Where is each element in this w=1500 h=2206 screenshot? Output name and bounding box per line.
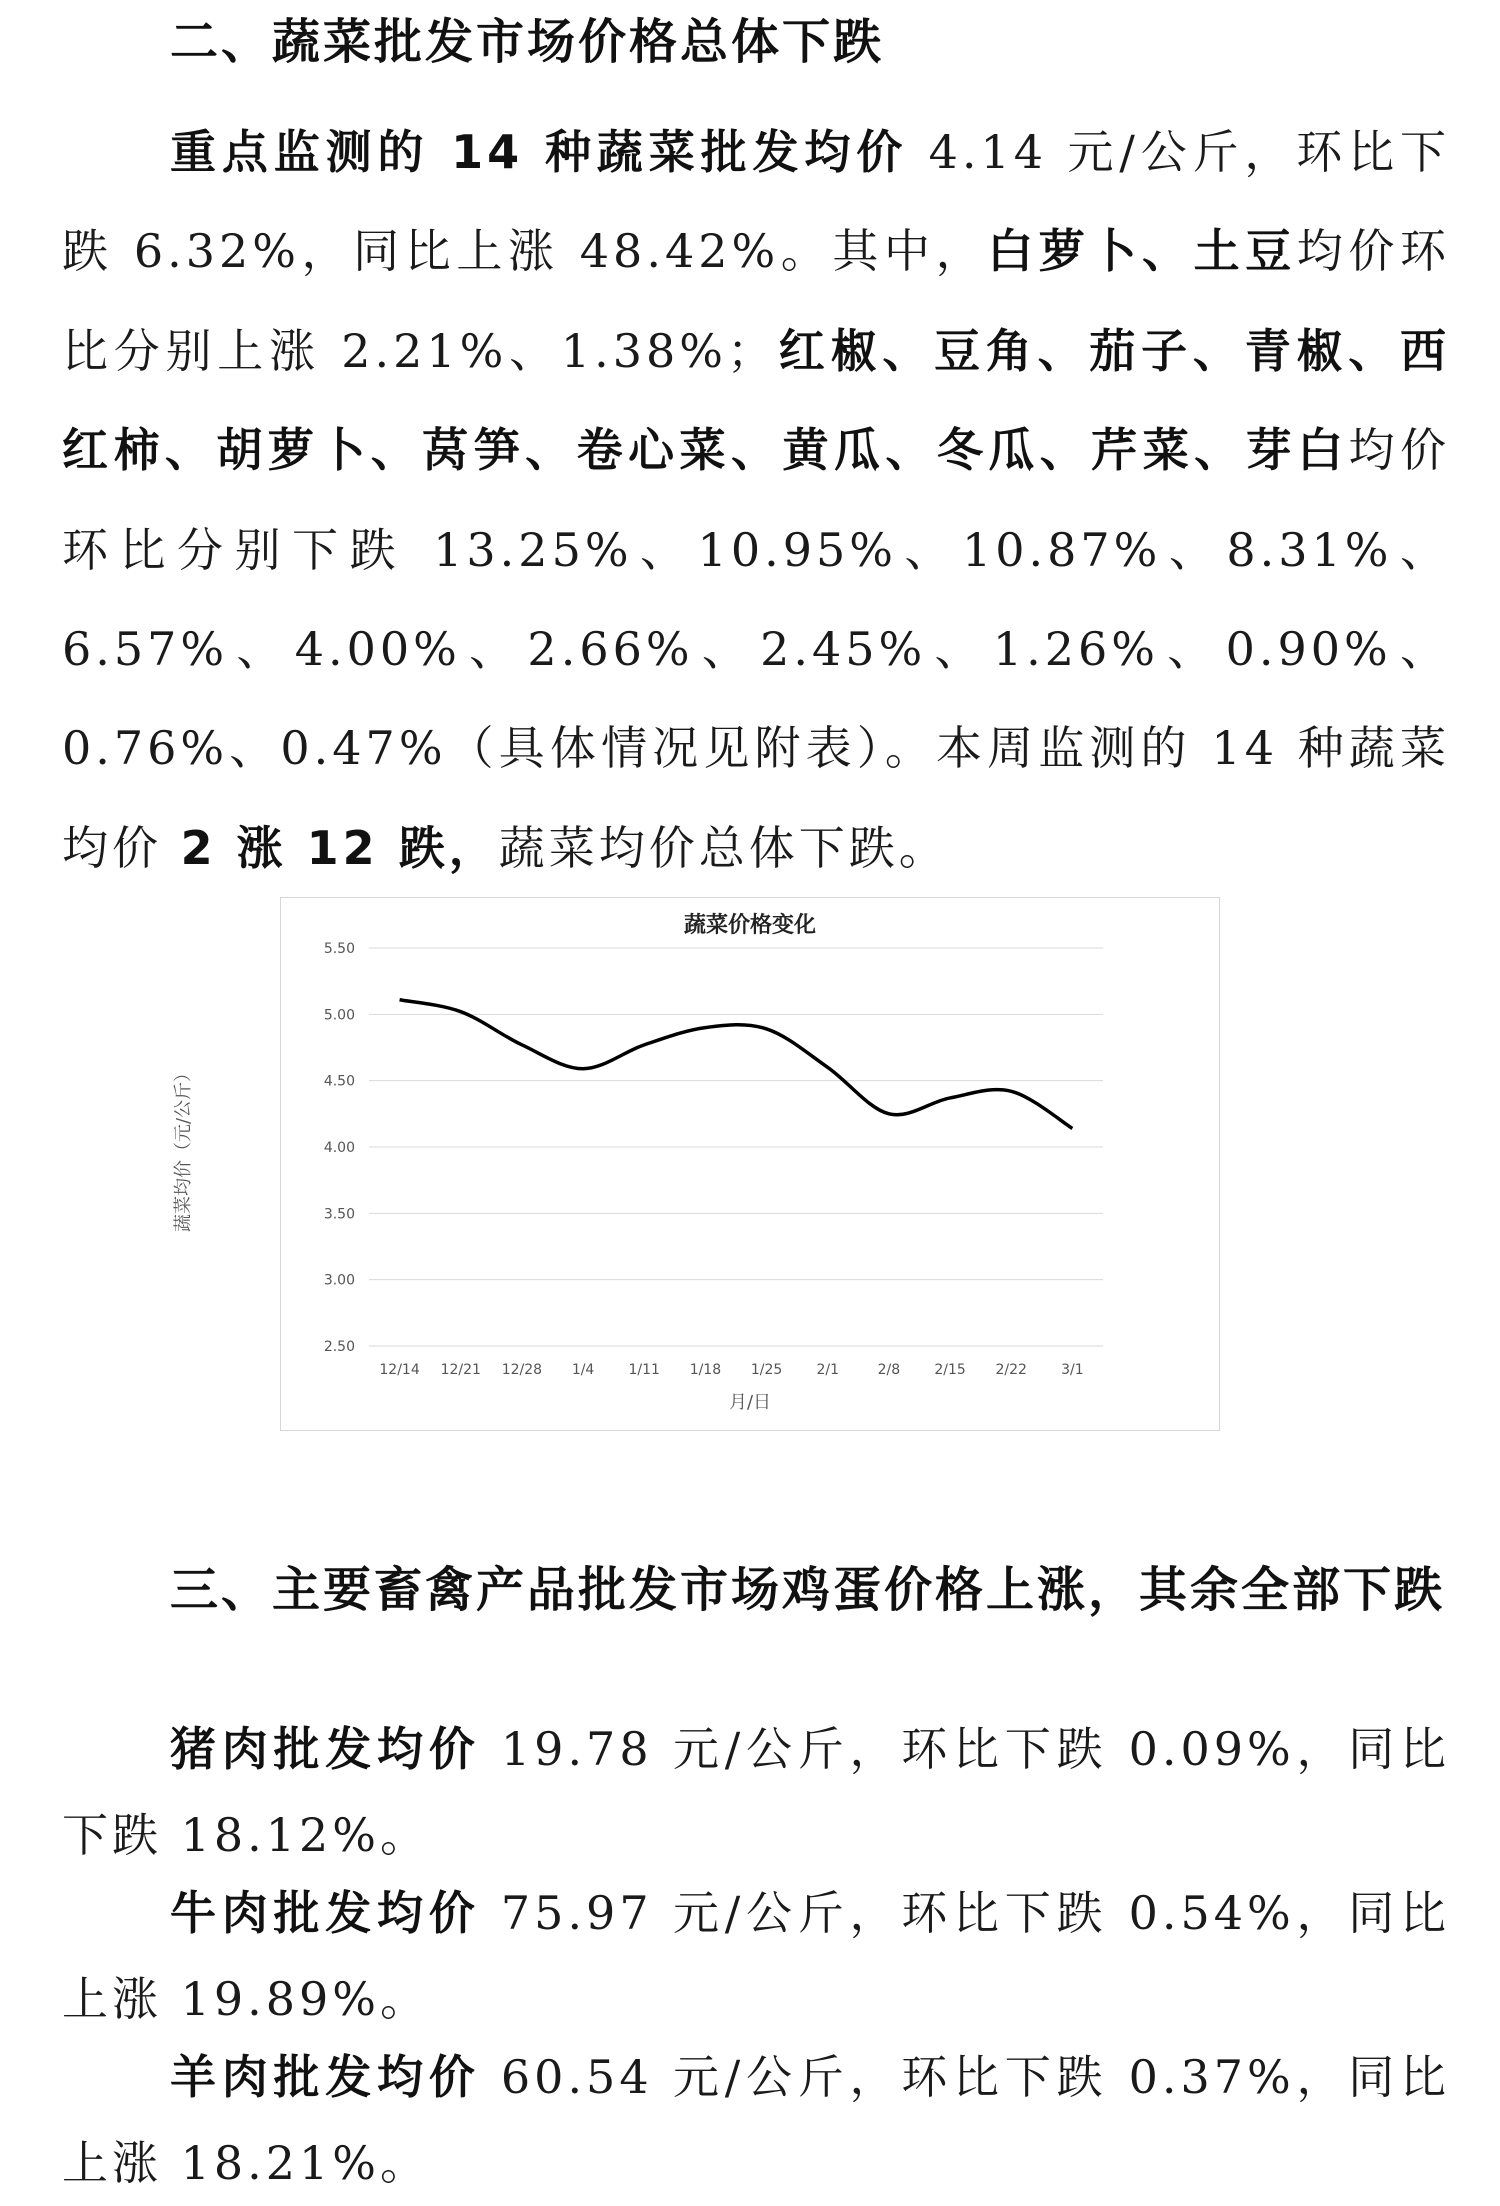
y-axis-title: 蔬菜均价（元/公斤）	[169, 1018, 195, 1278]
pork-price-paragraph	[62, 1706, 1450, 1878]
x-tick-label: 2/15	[934, 1362, 965, 1378]
section-2-heading: 二、蔬菜批发市场价格总体下跌	[170, 12, 1460, 72]
x-tick-label: 1/18	[690, 1362, 721, 1378]
beef-price-paragraph	[62, 1870, 1450, 2042]
vegetable-price-paragraph	[62, 103, 1450, 898]
y-tick-label: 5.50	[324, 941, 355, 957]
x-tick-label: 2/8	[878, 1362, 901, 1378]
emphasis-rising-vegetables: 白萝卜、土豆	[987, 224, 1297, 278]
emphasis-lamb: 羊肉批发均价	[170, 2050, 481, 2104]
x-tick-label: 12/14	[379, 1362, 419, 1378]
x-tick-label: 1/4	[572, 1362, 595, 1378]
lamb-price-text: 60.54 元/公斤，环比下跌 0.37%，同比上涨 18.21%。	[62, 2050, 1450, 2190]
series-line-vegetable-price	[400, 1000, 1073, 1129]
emphasis-monitored-vegetables: 重点监测的 14 种蔬菜批发均价	[170, 125, 908, 179]
y-tick-label: 4.00	[324, 1140, 355, 1156]
x-tick-label: 3/1	[1061, 1362, 1084, 1378]
chart-plot-area	[281, 898, 1219, 1430]
x-tick-label: 2/1	[816, 1362, 839, 1378]
y-tick-label: 3.50	[324, 1206, 355, 1222]
vegetable-price-chart	[280, 897, 1220, 1431]
pork-price-text: 19.78 元/公斤，环比下跌 0.09%，同比下跌 18.12%。	[62, 1722, 1450, 1862]
x-axis-title: 月/日	[281, 1388, 1219, 1414]
x-tick-label: 12/21	[441, 1362, 481, 1378]
falling-change-text: 均价环比分别下跌 13.25%、10.95%、10.87%、8.31%、6.57%、4.00%、2.66%、2.45%、1.26%、0.90%、0.76%、0.47%（具体情况见附表）。本周监测的 14 种蔬菜均价	[62, 423, 1450, 875]
beef-price-text: 75.97 元/公斤，环比下跌 0.54%，同比上涨 19.89%。	[62, 1886, 1450, 2026]
section-3-heading: 三、主要畜禽产品批发市场鸡蛋价格上涨，其余全部下跌	[62, 1540, 1452, 1640]
y-tick-label: 3.00	[324, 1273, 355, 1289]
rising-change-text: 均价环比分别上涨 2.21%、1.38%；	[62, 224, 1450, 377]
x-tick-label: 12/28	[502, 1362, 542, 1378]
x-tick-label: 1/25	[751, 1362, 782, 1378]
emphasis-rise-fall-count: 2 涨 12 跌，	[181, 821, 499, 875]
conclusion-text: 蔬菜均价总体下跌。	[499, 821, 949, 875]
emphasis-falling-vegetables: 红椒、豆角、茄子、青椒、西红柿、胡萝卜、莴笋、卷心菜、黄瓜、冬瓜、芹菜、芽白	[62, 324, 1450, 477]
emphasis-pork: 猪肉批发均价	[170, 1722, 481, 1776]
y-tick-label: 2.50	[324, 1339, 355, 1355]
vegetable-average-price-text: 4.14 元/公斤，环比下跌 6.32%，同比上涨 48.42%。其中，	[62, 125, 1450, 278]
emphasis-beef: 牛肉批发均价	[170, 1886, 481, 1940]
y-tick-label: 4.50	[324, 1074, 355, 1090]
lamb-price-paragraph	[62, 2034, 1450, 2206]
chart-title: 蔬菜价格变化	[281, 908, 1219, 939]
x-tick-label: 2/22	[996, 1362, 1027, 1378]
x-tick-label: 1/11	[629, 1362, 660, 1378]
y-tick-label: 5.00	[324, 1007, 355, 1023]
